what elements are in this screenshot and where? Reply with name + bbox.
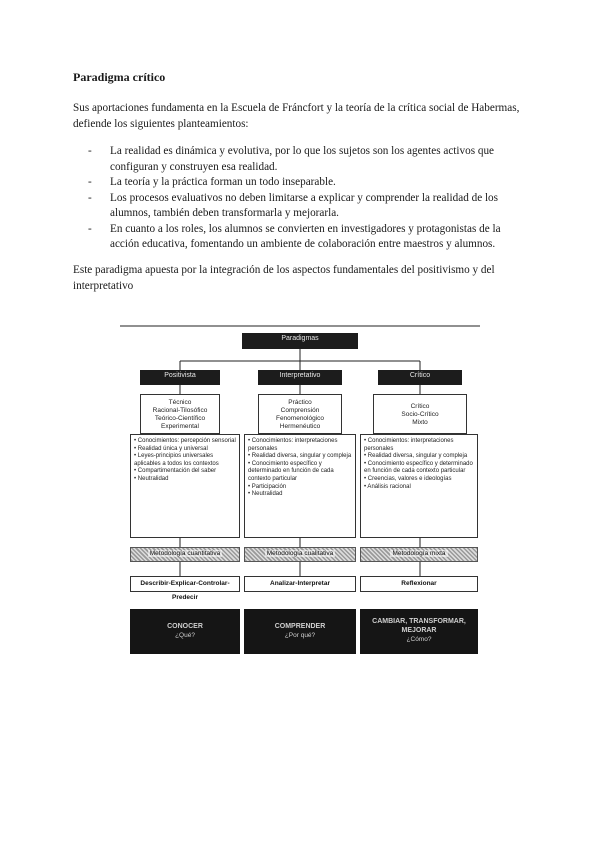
list-item: - La realidad es dinámica y evolutiva, por lo que los sujetos son los agentes activos que configuran y construyen esa realidad. bbox=[88, 145, 495, 173]
method-critico: Metodología mixta bbox=[360, 547, 478, 562]
list-item: - La teoría y la práctica forman un todo inseparable. bbox=[88, 175, 518, 191]
list-item: - Los procesos evaluativos no deben limitarse a explicar y comprender la realidad de los alumnos, también deben transformarla y mejorarla. bbox=[88, 191, 499, 219]
bullet-marker: - bbox=[88, 176, 92, 188]
method-positivista: Metodología cuantitativa bbox=[130, 547, 240, 562]
aim-box-positivista: CONOCER ¿Qué? bbox=[130, 609, 240, 654]
bullet-marker: - bbox=[88, 145, 92, 157]
verbs-positivista: Describir-Explicar-Controlar-Predecir bbox=[130, 576, 240, 592]
verbs-critico: Reflexionar bbox=[360, 576, 478, 592]
theory-box-critico: Crítico Socio-Crítico Mixto bbox=[373, 394, 467, 434]
closing-paragraph: Este paradigma apuesta por la integración de los aspectos fundamentales del positivismo y del interpretativo bbox=[73, 264, 495, 292]
features-list-interpretativo: • Conocimientos: interpretaciones personales • Realidad diversa, singular y compleja • Conocimiento específico y determinado en función de cada contexto particular • Participación • Neutralidad bbox=[244, 434, 356, 538]
root-box: Paradigmas bbox=[242, 333, 358, 349]
bullet-marker: - bbox=[88, 191, 92, 204]
theory-box-interpretativo: Práctico Comprensión Fenomenológico Hermenéutico bbox=[258, 394, 342, 434]
paradigms-diagram bbox=[118, 318, 483, 658]
section-title: Paradigma crítico bbox=[73, 70, 166, 84]
theory-box-positivista: Técnico Racional-Tilosófico Teórico-Científico Experimental bbox=[140, 394, 220, 434]
header-critico: Crítico bbox=[378, 370, 462, 385]
features-list-positivista: • Conocimientos: percepción sensorial • Realidad única y universal • Leyes-principios universales aplicables a todos los contextos • Compartimentación del saber • Neutralidad bbox=[130, 434, 240, 538]
features-list-critico: • Conocimientos: interpretaciones personales • Realidad diversa, singular y compleja • Conocimiento específico y determinado en función de cada contexto particular • Creencias, valores e ideologías • Análisis racional bbox=[360, 434, 478, 538]
bullet-list bbox=[88, 144, 518, 253]
header-positivista: Positivista bbox=[140, 370, 220, 385]
method-interpretativo: Metodología cualitativa bbox=[244, 547, 356, 562]
aim-box-interpretativo: COMPRENDER ¿Por qué? bbox=[244, 609, 356, 654]
list-item: - En cuanto a los roles, los alumnos se convierten en investigadores y protagonistas de la acción educativa, fomentando un ambiente de colaboración entre maestros y alumnos. bbox=[88, 222, 501, 250]
aim-box-critico: CAMBIAR, TRANSFORMAR, MEJORAR ¿Cómo? bbox=[360, 609, 478, 654]
bullet-marker: - bbox=[88, 222, 92, 235]
verbs-interpretativo: Analizar-Interpretar bbox=[244, 576, 356, 592]
intro-paragraph: Sus aportaciones fundamenta en la Escuela de Fráncfort y la teoría de la crítica social de Habermas, defiende los siguientes planteamientos: bbox=[73, 102, 520, 130]
header-interpretativo: Interpretativo bbox=[258, 370, 342, 385]
